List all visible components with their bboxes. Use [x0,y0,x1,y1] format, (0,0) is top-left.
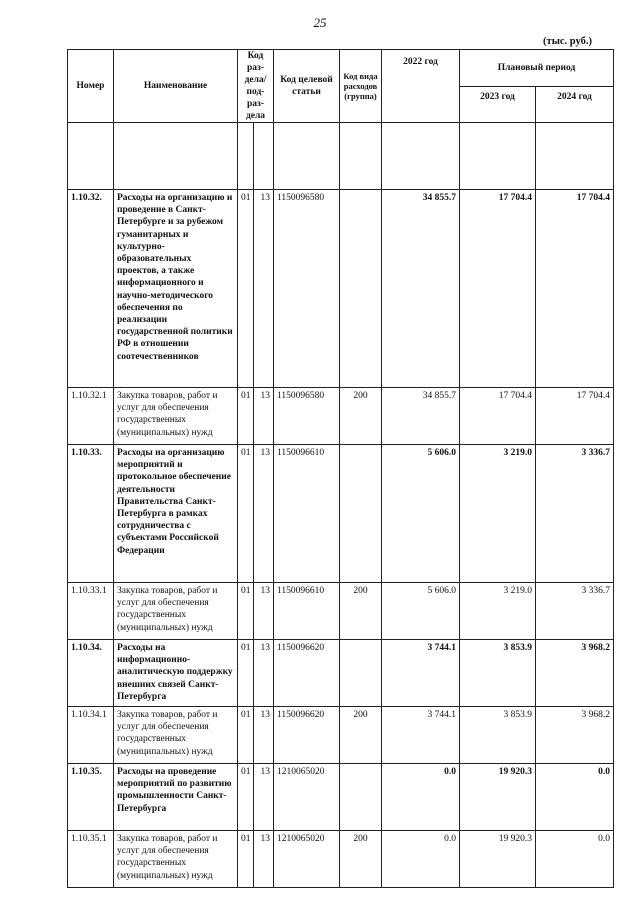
cell-2024: 17 704.4 [536,388,614,445]
cell-2023: 17 704.4 [460,190,536,388]
cell-2022: 3 744.1 [382,640,460,707]
cell-exp-type [340,640,382,707]
cell-subsection: 13 [254,583,274,640]
cell-2024: 3 968.2 [536,640,614,707]
cell-exp-type: 200 [340,707,382,764]
cell-2022: 5 606.0 [382,583,460,640]
header-planned-period: Плановый период [460,50,614,87]
cell-2024: 0.0 [536,764,614,831]
cell-exp-type [340,445,382,583]
header-exp-type: Код вида расходов (группа) [340,50,382,123]
cell-name: Закупка товаров, работ и услуг для обеспечения государственных (муниципальных) нужд [114,831,238,888]
cell-section: 01 [238,831,254,888]
cell-target-code: 1150096610 [274,583,340,640]
cell-section: 01 [238,583,254,640]
cell-subsection: 13 [254,388,274,445]
table-row [68,831,614,888]
cell-2023: 3 219.0 [460,583,536,640]
cell-target-code: 1210065020 [274,831,340,888]
cell-target-code: 1150096620 [274,640,340,707]
cell-2024: 3 968.2 [536,707,614,764]
units-label: (тыс. руб.) [543,36,592,47]
cell-name: Расходы на информационно-аналитическую поддержку внешних связей Санкт-Петербурга [114,640,238,707]
cell-2022: 34 855.7 [382,388,460,445]
cell-target-code: 1150096610 [274,445,340,583]
cell-number: 1.10.34. [68,640,114,707]
cell-name: Закупка товаров, работ и услуг для обеспечения государственных (муниципальных) нужд [114,388,238,445]
table-row [68,707,614,764]
cell-section: 01 [238,190,254,388]
table-row [68,388,614,445]
cell-number: 1.10.33. [68,445,114,583]
header-section: Код раз- дела/ под- раз- дела [238,50,274,123]
header-2023: 2023 год [460,86,536,123]
cell-2022: 0.0 [382,831,460,888]
cell-section: 01 [238,640,254,707]
cell-2022: 34 855.7 [382,190,460,388]
page-number: 25 [313,15,327,30]
cell-name: Закупка товаров, работ и услуг для обеспечения государственных (муниципальных) нужд [114,583,238,640]
cell-2023: 3 853.9 [460,640,536,707]
cell-2024: 17 704.4 [536,190,614,388]
cell-section: 01 [238,764,254,831]
table-row [68,640,614,707]
cell-target-code: 1150096580 [274,190,340,388]
table-row [68,764,614,831]
header-name: Наименование [114,50,238,123]
cell-number: 1.10.34.1 [68,707,114,764]
cell-name: Расходы на проведение мероприятий по развитию промышленности Санкт-Петербурга [114,764,238,831]
table-row [68,583,614,640]
cell-target-code: 1150096620 [274,707,340,764]
cell-2023: 3 219.0 [460,445,536,583]
cell-target-code: 1150096580 [274,388,340,445]
cell-number: 1.10.33.1 [68,583,114,640]
cell-name: Закупка товаров, работ и услуг для обеспечения государственных (муниципальных) нужд [114,707,238,764]
cell-2022: 3 744.1 [382,707,460,764]
cell-section: 01 [238,445,254,583]
cell-section: 01 [238,388,254,445]
cell-exp-type: 200 [340,831,382,888]
cell-section: 01 [238,707,254,764]
table-row [68,190,614,388]
header-number: Номер [68,50,114,123]
cell-exp-type [340,764,382,831]
cell-subsection: 13 [254,190,274,388]
cell-subsection: 13 [254,707,274,764]
header-2024: 2024 год [536,86,614,123]
header-target: Код целевой статьи [274,50,340,123]
cell-2024: 0.0 [536,831,614,888]
table-header [68,50,614,190]
cell-exp-type: 200 [340,388,382,445]
cell-2023: 19 920.3 [460,831,536,888]
cell-number: 1.10.32. [68,190,114,388]
cell-exp-type: 200 [340,583,382,640]
cell-subsection: 13 [254,764,274,831]
cell-subsection: 13 [254,640,274,707]
cell-name: Расходы на организацию и проведение в Санкт-Петербурге и за рубежом гуманитарных и культурно-образовательных проектов, а также информационного и научно-методического обеспечения по реализации государственной политики РФ в отношении соотечественников [114,190,238,388]
header-2022: 2022 год [382,50,460,123]
cell-2024: 3 336.7 [536,583,614,640]
cell-number: 1.10.32.1 [68,388,114,445]
cell-2023: 19 920.3 [460,764,536,831]
cell-2023: 3 853.9 [460,707,536,764]
cell-2024: 3 336.7 [536,445,614,583]
cell-number: 1.10.35.1 [68,831,114,888]
budget-table [67,49,614,888]
cell-2023: 17 704.4 [460,388,536,445]
cell-exp-type [340,190,382,388]
cell-number: 1.10.35. [68,764,114,831]
header-spacer-row [68,123,614,190]
cell-target-code: 1210065020 [274,764,340,831]
cell-2022: 5 606.0 [382,445,460,583]
table-row [68,445,614,583]
cell-subsection: 13 [254,445,274,583]
cell-subsection: 13 [254,831,274,888]
cell-name: Расходы на организацию мероприятий и протокольное обеспечение деятельности Правительства Санкт-Петербурга в рамках сотрудничества с субъектами Российской Федерации [114,445,238,583]
cell-2022: 0.0 [382,764,460,831]
